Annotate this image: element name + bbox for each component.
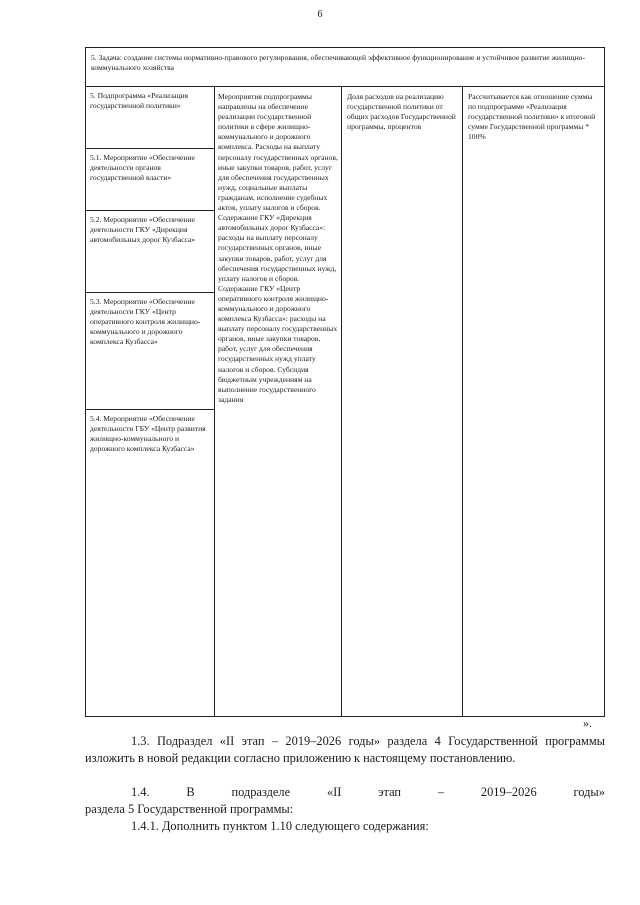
paragraph-1-4-tail: раздела 5 Государственной программы: — [85, 802, 294, 816]
indicators-table — [85, 47, 605, 717]
paragraph-1-4 — [85, 784, 605, 818]
paragraph-1-4-first-line — [85, 784, 605, 801]
table-body — [85, 87, 605, 717]
word: 2019–2026 — [480, 785, 537, 799]
paragraph-1-3: 1.3. Подраздел «II этап – 2019–2026 годы» раздела 4 Государственной программы изложить в новой редакции согласно приложению к настоящему постановлению. — [85, 734, 605, 765]
word: – — [437, 785, 445, 799]
word: 1.4. — [131, 785, 150, 799]
word: «II — [326, 785, 342, 799]
measures-description-cell: Мероприятия подпрограммы направлены на обеспечение реализации государственной политики в сфере жилищно-коммунального и дорожного комплекса. Расходы на выплату персоналу государственных органов, иные закупки товаров, работ, услуг для обеспечения государственных нужд, социальные выплаты гражданам, исполнение судебных актов, уплату налогов и сборов. Содержание ГКУ «Дирекция автомобильных дорог Кузбасса»: расходы на выплату персоналу государственных органов, иные закупки товаров, работ, услуг для обеспечения государственных нужд, уплату налогов и сборов. Содержание ГКУ «Центр оперативного контроля жилищно-коммунального и дорожного комплекса Кузбасса»: расходы на выплату персоналу государственных органов, иные закупки товаров, работ, услуг для обеспечения государственных нужд уплату налогов и сборов. Субсидия бюджетным учреждениям на выполнение государственного задания — [215, 87, 342, 716]
word: этап — [378, 785, 402, 799]
program-column — [86, 87, 215, 716]
measure-cell-5-1: 5.1. Мероприятие «Обеспечение деятельности органов государственной власти» — [86, 149, 215, 211]
page-number: 6 — [317, 9, 323, 20]
measure-cell-5-2: 5.2. Мероприятие «Обеспечение деятельности ГКУ «Дирекция автомобильных дорог Кузбасса» — [86, 211, 215, 293]
indicator-name-cell: Доля расходов на реализацию государственной политики от общих расходов Государственной программы, процентов — [342, 87, 463, 716]
measure-cell-5-3: 5.3. Мероприятие «Обеспечение деятельности ГКУ «Центр оперативного контроля жилищно-коммунального и дорожного комплекса Кузбасса» — [86, 293, 215, 410]
calculation-method-cell: Рассчитывается как отношение суммы по подпрограмме «Реализация государственной политики» к итоговой сумме Государственной программы * 100% — [468, 92, 596, 142]
closing-quote: ». — [583, 716, 592, 730]
measure-cell-5-4: 5.4. Мероприятие «Обеспечение деятельности ГБУ «Центр развития жилищно-коммунального и дорожного комплекса Кузбасса» — [90, 414, 206, 454]
word: В — [186, 785, 195, 799]
word: годы» — [573, 785, 605, 799]
paragraph-1-4-1: 1.4.1. Дополнить пунктом 1.10 следующего содержания: — [131, 819, 429, 833]
task-row: 5. Задача: создание системы нормативно-правового регулирования, обеспечивающей эффективное функционирование и устойчивое развитие жилищно-коммунального хозяйства — [85, 47, 605, 87]
subprogram-cell: 5. Подпрограмма «Реализация государственной политики» — [86, 87, 215, 149]
word: подразделе — [231, 785, 291, 799]
